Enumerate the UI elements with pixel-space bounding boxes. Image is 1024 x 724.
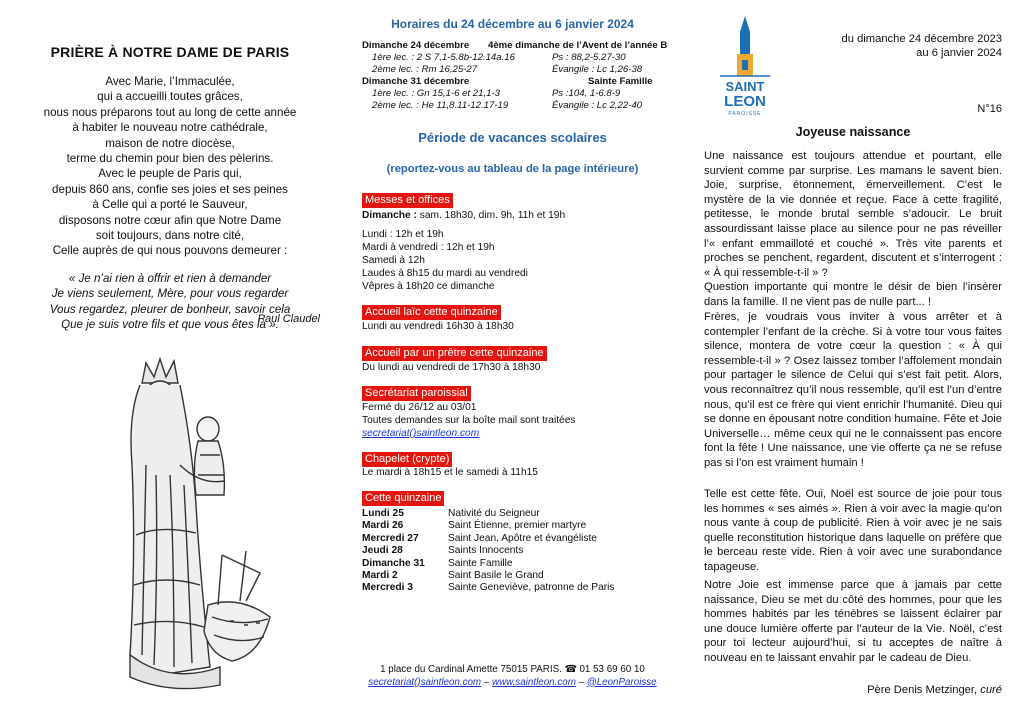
svg-text:PAROISSE: PAROISSE — [728, 111, 762, 117]
day: Dimanche 31 — [362, 557, 425, 569]
list-item — [362, 520, 615, 532]
poem-line: Avec Marie, l’Immaculée, — [105, 75, 235, 88]
paragraph-text: Question importante qui montre le désir de bien l’insérer dans la famille. Il ne vient pas de nulle part... ! — [704, 281, 1002, 308]
accueil-laic-text: Lundi au vendredi 16h30 à 18h30 — [362, 321, 514, 332]
footer-links — [340, 677, 685, 690]
date-line: au 6 janvier 2024 — [916, 47, 1002, 59]
secretariat-label: Secrétariat paroissial — [362, 386, 471, 401]
secretariat-line: Fermé du 26/12 au 03/01 — [362, 402, 477, 413]
quinzaine-list — [362, 508, 615, 595]
list-item — [362, 508, 615, 520]
footer-website-link[interactable]: www.saintleon.com — [492, 676, 576, 688]
messes-line: Vêpres à 18h20 ce dimanche — [362, 281, 495, 292]
poem-line: Celle auprès de qui nous pouvons demeurer : — [52, 244, 288, 258]
liturgy-psalm-1: Ps : 88,2-5.27-30 — [552, 52, 626, 63]
article-paragraph-3: Telle est cette fête. Oui, Noël est source de joie pour tous les hommes « ses aimés ». Rien à voir avec la magie qu’on nous vante à coup de publicité. Rien à voir avec je ne sais quelle reconstitution historique dans laquelle on préfère que le berceau reste vide. Rien à voir avec une surabondance tapageuse. — [704, 488, 1002, 573]
notre-dame-statue-illustration — [100, 355, 280, 695]
poem-line: à Celle qui a porté le Sauveur, — [92, 198, 248, 212]
poem-line: nous nous préparons tout au long de cette année — [43, 105, 297, 119]
feast: Saint Étienne, premier martyre — [448, 520, 587, 532]
footer — [340, 664, 685, 689]
quote-author: Paul Claudel — [257, 313, 320, 325]
liturgy-day2: Dimanche 31 décembre — [362, 76, 470, 87]
liturgy-day2-feast: Sainte Famille — [588, 76, 653, 87]
liturgy-reading-1: 1ère lec. : 2 S 7,1-5.8b-12.14a.16 — [372, 52, 515, 63]
day: Mercredi 27 — [362, 532, 419, 544]
footer-address: 1 place du Cardinal Amette 75015 PARIS. ☎ 01 53 69 60 10 — [380, 664, 645, 675]
vacances-note: (reportez-vous au tableau de la page intérieure) — [386, 163, 639, 175]
list-item — [362, 570, 615, 582]
footer-email-link[interactable]: secretariat()saintleon.com — [368, 676, 482, 688]
poem-line: terme du chemin pour bien des pèlerins. — [66, 152, 274, 166]
secretariat-email-link[interactable]: secretariat()saintleon.com — [362, 428, 480, 439]
signature-role: curé — [980, 684, 1002, 696]
liturgy-gospel-1: Évangile : Lc 1,26-38 — [552, 64, 643, 75]
issue-number: N°16 — [977, 103, 1002, 115]
quote-line: Que je suis votre fils et que vous êtes là ». — [61, 318, 279, 332]
quinzaine-label: Cette quinzaine — [362, 491, 444, 506]
saint-leon-logo — [716, 14, 774, 118]
signature — [704, 684, 1002, 696]
poem-line: à habiter le nouveau notre cathédrale, — [72, 121, 268, 135]
liturgy-psalm-2: Ps :104, 1-6.8-9 — [552, 88, 621, 99]
article-paragraph-2: Frères, je voudrais vous inviter à vous arrêter et à contempler l’enfant de la crèche. Si à votre tour vous faites silence, montera de votre cœur la question : « À qui ressemble-t-il » ? Osez laissez tomber l’affolement mondain pour partager le silence de Celui qui s’est fait petit. Alors, vous reconnaîtrez qu’il nous ressemble, qu’il est l’un d’entre nous, qu’il est ce frère qui vient enrichir l’humanité. Dieu qui se donne en épousant notre condition humaine. Fête et Joie Universelle… même ceux qui ne le connaissent pas encore font la fête ! Une naissance, une vie offerte ça ne se refuse pas si l’on est vraiment humain ! — [704, 311, 1002, 469]
list-item — [362, 582, 615, 594]
quote-line: Vous regardez, pleurer de bonheur, savoir cela — [49, 302, 291, 316]
poem-line: qui a accueilli toutes grâces, — [97, 90, 243, 104]
feast: Nativité du Seigneur — [448, 508, 540, 519]
date-line: du dimanche 24 décembre 2023 — [841, 33, 1002, 45]
svg-text:LEON: LEON — [724, 93, 766, 110]
article-paragraph-4: Notre Joie est immense parce que à jamais par cette naissance, Dieu se met du côté des hommes, pour que les hommes habités par les ténèbres se laissent éclairer par une douce lumière offerte par l’auteur de la Vie. Noël, c’est pour toi lecteur aujourd’hui, si tu acceptes de naître à nouveau en te laissant envahir par le cadeau de Dieu. — [704, 579, 1002, 664]
issue-dates — [800, 32, 1002, 60]
poem-line: disposons notre cœur afin que Notre Dame — [58, 213, 282, 227]
quote-line: Je viens seulement, Mère, pour vous regarder — [51, 287, 289, 301]
list-item — [362, 558, 615, 570]
poem-line: Avec le peuple de Paris qui, — [98, 167, 242, 181]
list-item — [362, 545, 615, 557]
day: Mardi 2 — [362, 570, 398, 582]
svg-text:SAINT: SAINT — [725, 79, 765, 94]
day: Mardi 26 — [362, 520, 404, 532]
messes-line: Laudes à 8h15 du mardi au vendredi — [362, 268, 528, 279]
messes-line: Samedi à 12h — [362, 255, 425, 266]
messes-line: Lundi : 12h et 19h — [362, 229, 444, 240]
poem-line: maison de notre diocèse, — [105, 136, 235, 150]
vacances-heading: Période de vacances scolaires — [418, 130, 607, 145]
dimanche-hours: sam. 18h30, dim. 9h, 11h et 19h — [416, 210, 566, 221]
poem-line: depuis 860 ans, confie ses joies et ses peines — [52, 182, 288, 196]
feast: Saint Basile le Grand — [448, 570, 544, 582]
day: Mercredi 3 — [362, 582, 413, 594]
day: Jeudi 28 — [362, 545, 403, 557]
chapelet-text: Le mardi à 18h15 et le samedi à 11h15 — [362, 467, 538, 478]
footer-social-link[interactable]: @LeonParoisse — [586, 676, 657, 688]
feast: Saint Jean, Apôtre et évangéliste — [448, 532, 597, 544]
day: Lundi 25 — [362, 508, 404, 519]
liturgy-reading-3: 1ère lec. : Gn 15,1-6 et 21,1-3 — [372, 88, 500, 99]
feast: Sainte Famille — [448, 557, 513, 569]
messes-dimanche — [362, 209, 565, 222]
prayer-title: PRIÈRE À NOTRE DAME DE PARIS — [50, 44, 290, 60]
poem-line: soit toujours, dans notre cité, — [95, 229, 245, 243]
schedule-title: Horaires du 24 décembre au 6 janvier 2024 — [391, 17, 634, 31]
paragraph-text: Une naissance est toujours attendue et pourtant, elle survient comme par surprise. Les mamans le savent bien. Joie, surprise, étonnement, émerveillement. C’est le mystère de la vie donnée et reçue. Face à cette fragilité, petitesse, le monde brutal semble s’adoucir. Le bruit assourdissant laisse place au silence pour ne pas réveiller l’« enfant emmailloté et couché ». Très vite parents et proches se penchent, regardent, discutent et s’interrogent : « À qui ressemble-t-il » ? — [704, 150, 1002, 279]
feast: Saints Innocents — [448, 545, 524, 557]
quote-line: « Je n’ai rien à offrir et rien à demander — [68, 272, 272, 285]
accueil-laic-label: Accueil laïc cette quinzaine — [362, 305, 501, 320]
liturgy-day1: Dimanche 24 décembre — [362, 40, 470, 51]
list-item — [362, 533, 615, 545]
article-paragraph-1 — [704, 149, 1002, 310]
messes-label: Messes et offices — [362, 193, 453, 208]
prayer-poem — [0, 74, 340, 259]
liturgy-reading-4: 2ème lec. : He 11,8.11-12.17-19 — [372, 100, 509, 111]
liturgy-reading-2: 2ème lec. : Rm 16,25-27 — [372, 64, 478, 75]
signature-name: Père Denis Metzinger, — [867, 684, 981, 696]
footer-separator: – — [481, 676, 492, 688]
chapelet-label: Chapelet (crypte) — [362, 452, 452, 467]
article-title: Joyeuse naissance — [795, 125, 911, 139]
accueil-pretre-label: Accueil par un prêtre cette quinzaine — [362, 346, 547, 361]
dimanche-label: Dimanche : — [362, 210, 417, 221]
liturgy-day1-feast: 4ème dimanche de l’Avent de l’année B — [488, 40, 668, 51]
feast: Sainte Geneviève, patronne de Paris — [448, 582, 615, 594]
secretariat-line: Toutes demandes sur la boîte mail sont traitées — [362, 415, 576, 426]
footer-separator: – — [575, 676, 587, 688]
messes-line: Mardi à vendredi : 12h et 19h — [362, 242, 495, 253]
liturgy-gospel-2: Évangile : Lc 2,22-40 — [552, 100, 643, 111]
accueil-pretre-text: Du lundi au vendredi de 17h30 à 18h30 — [362, 362, 541, 373]
